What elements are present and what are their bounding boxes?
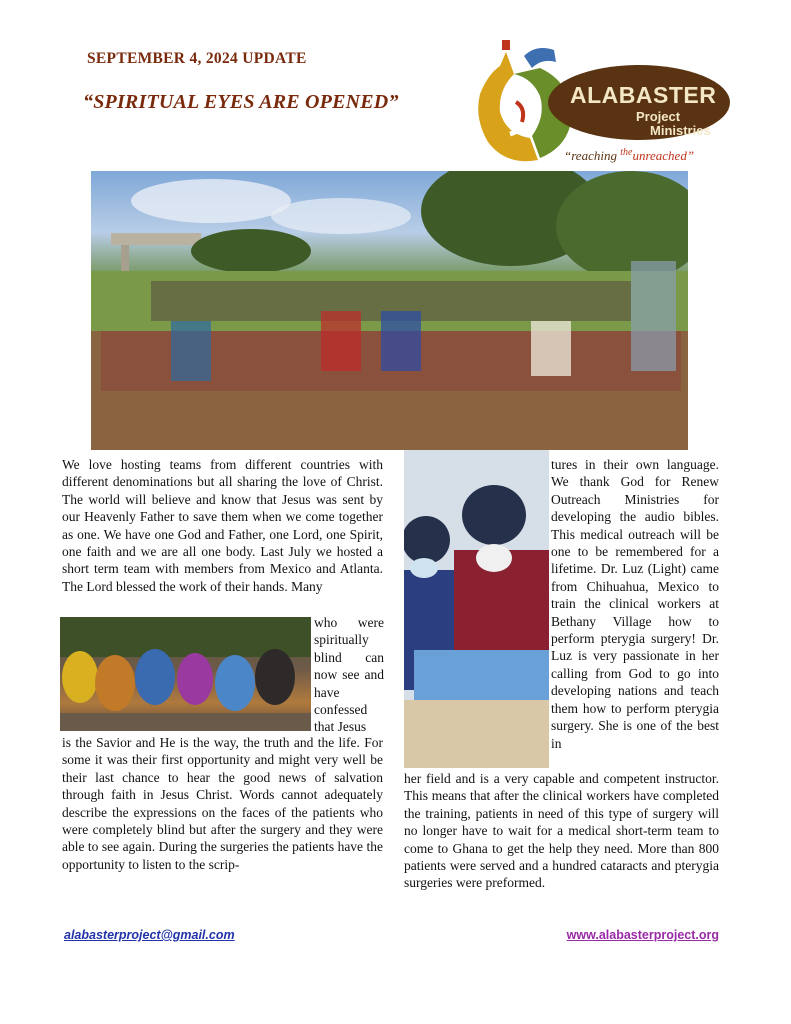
- group-photo-image: [91, 171, 688, 450]
- logo-subtitle-project: Project: [636, 109, 681, 124]
- surgery-photo: [404, 450, 549, 768]
- surgery-photo-image: [404, 450, 549, 768]
- patients-photo-image: [60, 617, 311, 731]
- date-line: SEPTEMBER 4, 2024 UPDATE: [87, 50, 307, 67]
- body-paragraph-3: tures in their own language. We thank God for Renew Outreach Ministries for developing the audio bibles. This medical outreach will be one to be remembered for a lifetime. Dr. Luz (Light) came from Chihuahua, Mexico to train the clinical workers at Bethany Village how to perform pterygia surgery! Dr. Luz is very passionate in her calling from God to go into developing nations and teach them how to perform pterygia surgery. She is one of the best in: [551, 457, 719, 751]
- website-link[interactable]: www.alabasterproject.org: [566, 928, 719, 942]
- patients-photo: [60, 617, 311, 731]
- logo-subtitle-ministries: Ministries: [650, 123, 711, 138]
- body-paragraph-1-wrap: who were spiritually blind can now see and have confessed that Jesus: [314, 615, 384, 735]
- body-paragraph-2: is the Savior and He is the way, the truth and the life. For some it was their first opportunity and might very well be their last chance to hear the good news of salvation through faith in Jesus Christ. Words cannot adequately describe the expressions on the faces of the patients who were completely blind but after the surgery and they were able to see again. During the surgeries the patients have the opportunity to listen to the scrip-: [62, 735, 383, 872]
- body-paragraph-4: her field and is a very capable and competent instructor. This means that after the clinical workers have completed the training, patients in need of this type of surgery will no longer have to wait for a medical short-term team to come to Ghana to get the help they need. More than 800 patients were served and a hundred cataracts and pterygia surgeries were preformed.: [404, 771, 719, 891]
- logo: [466, 38, 734, 170]
- page-title: “SPIRITUAL EYES ARE OPENED”: [83, 91, 399, 113]
- body-paragraph-1: We love hosting teams from different countries with different denominations but all sharing the love of Christ. The world will believe and know that Jesus was sent by our Heavenly Father to save them when we come together as one. We have one God and Father, one Lord, one Spirit, one faith and we are all one body. Last July we hosted a short term team with members from Mexico and Atlanta. The Lord blessed the work of their hands. Many: [62, 457, 383, 594]
- group-photo: [91, 171, 688, 450]
- logo-name: ALABASTER: [570, 82, 717, 108]
- logo-tagline: “reaching $^{the}$unreached”: [564, 147, 695, 163]
- email-link[interactable]: alabasterproject@gmail.com: [64, 928, 235, 942]
